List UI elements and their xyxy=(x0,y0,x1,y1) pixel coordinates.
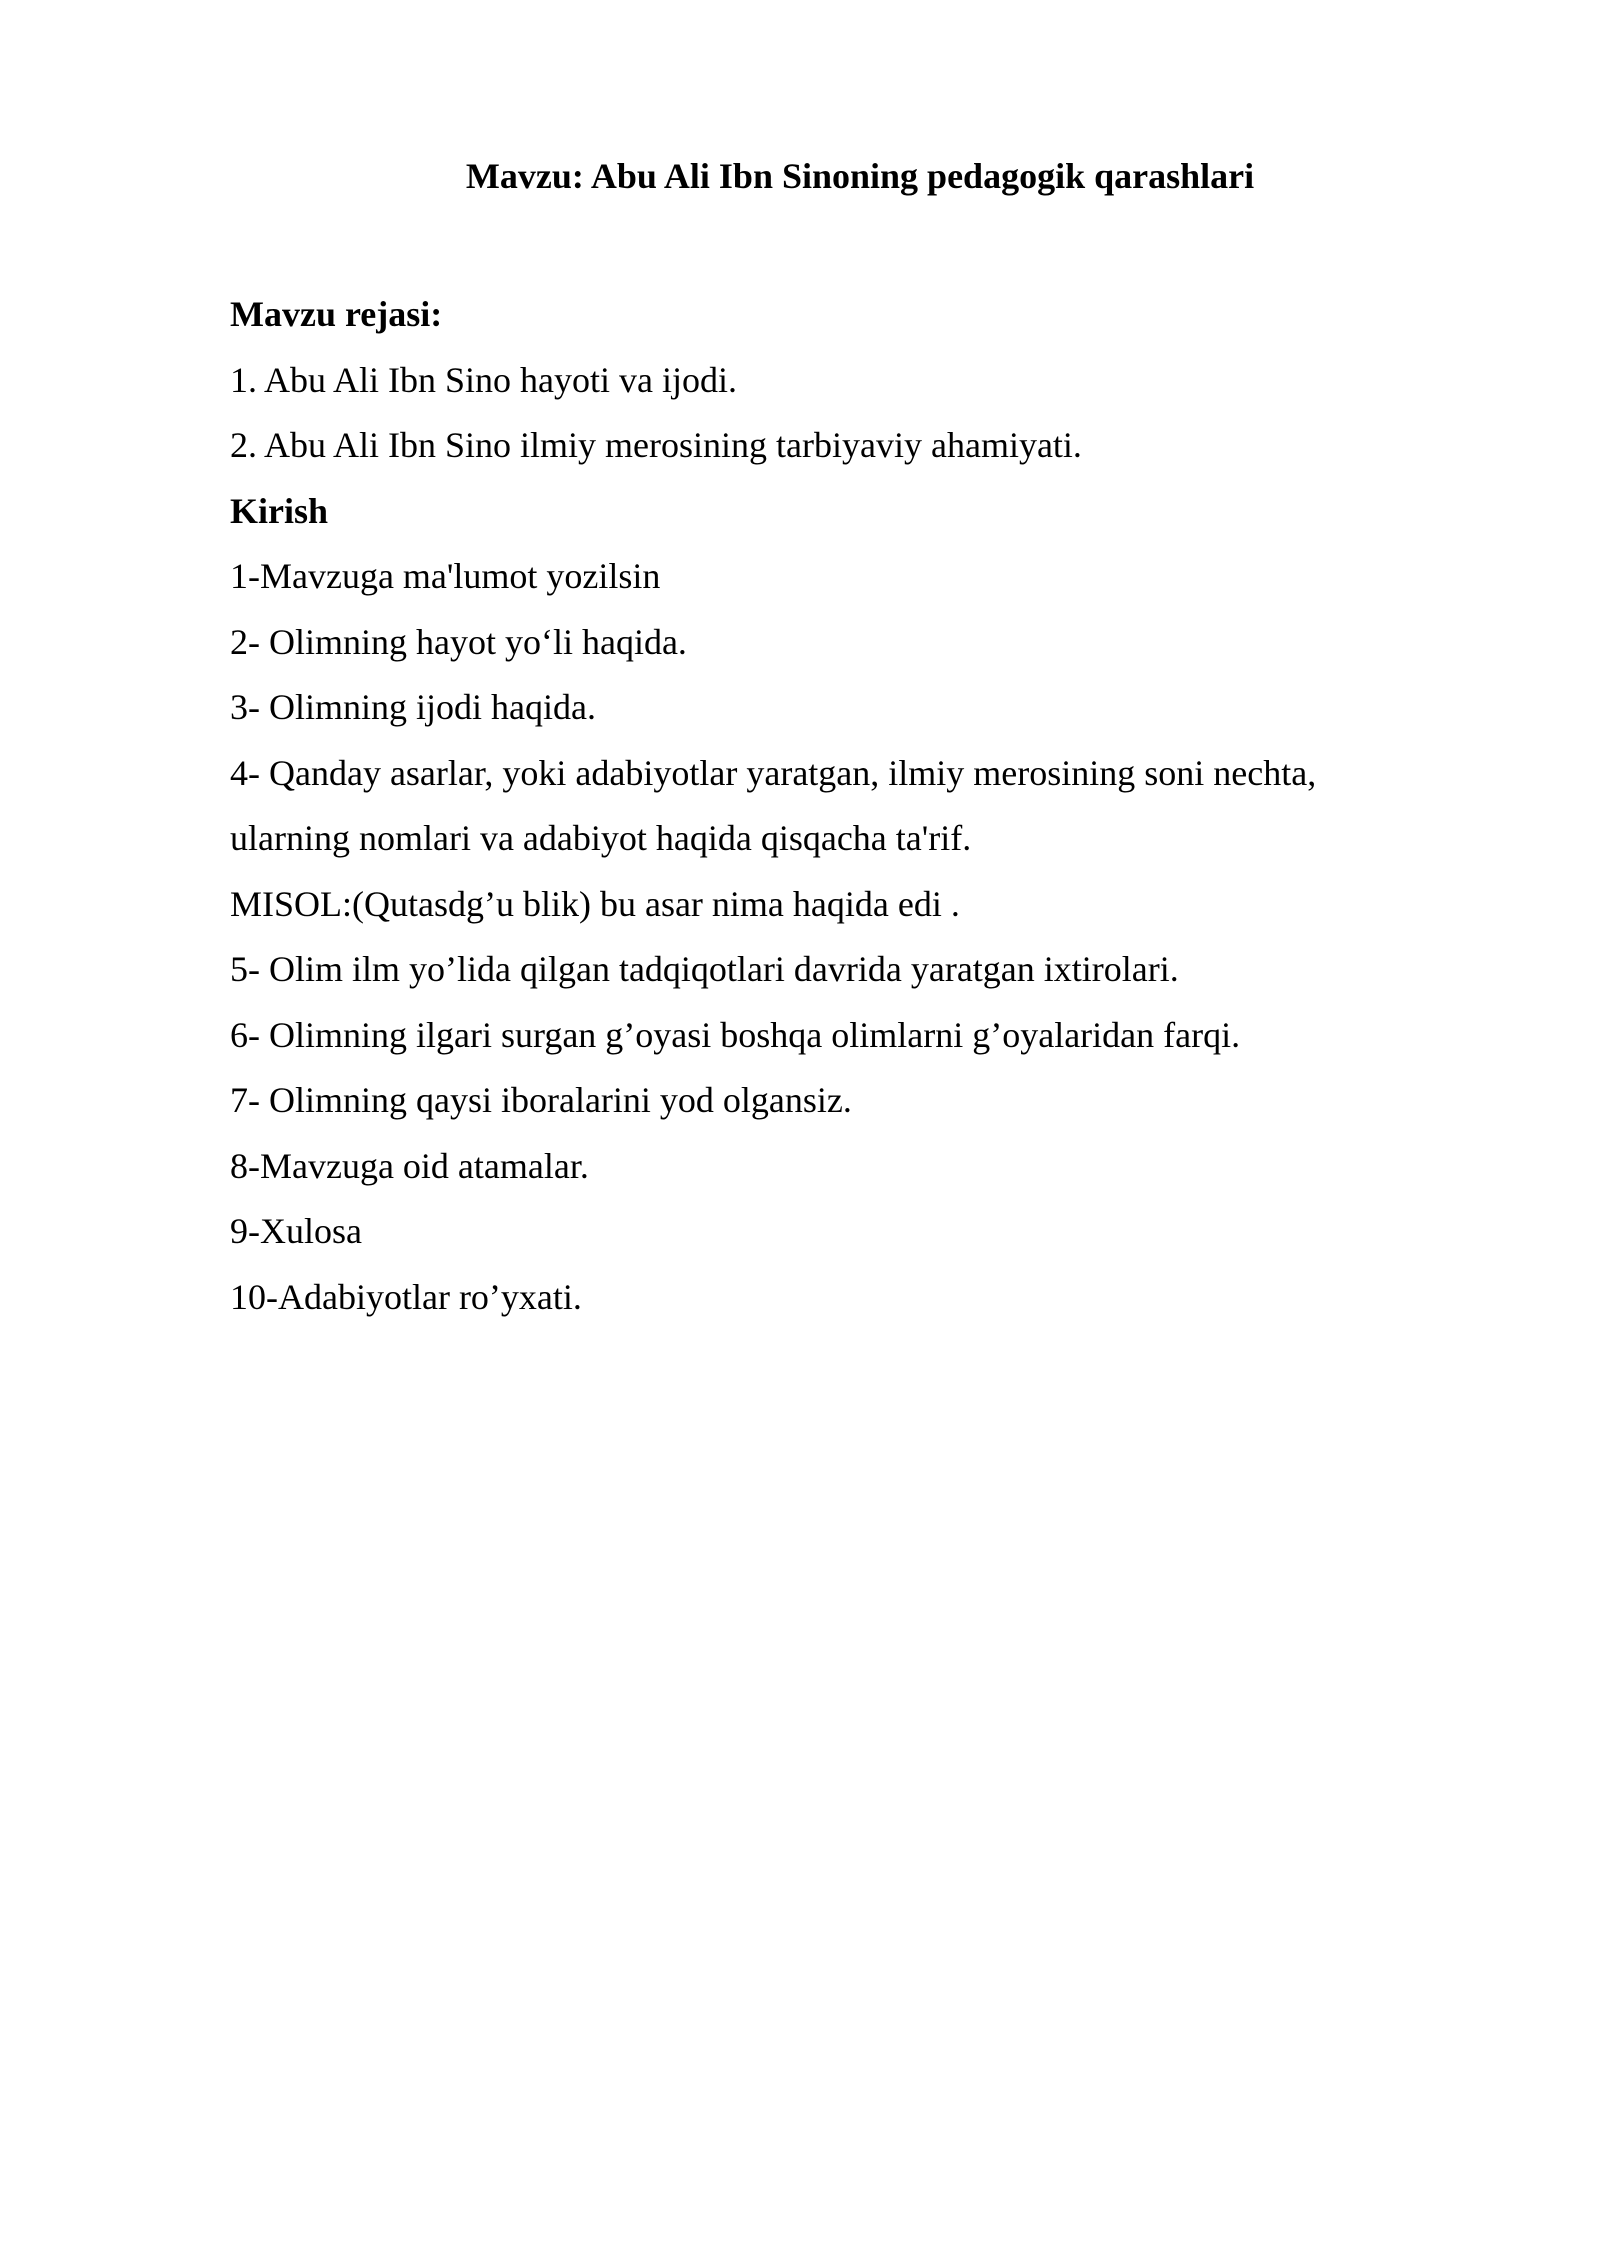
document-body xyxy=(230,282,1430,1330)
intro-item: 4- Qanday asarlar, yoki adabiyotlar yaratgan, ilmiy merosining soni nechta, xyxy=(230,752,1317,793)
intro-heading: Kirish xyxy=(230,490,329,531)
plan-item: 2. Abu Ali Ibn Sino ilmiy merosining tarbiyaviy ahamiyati. xyxy=(230,425,1082,465)
intro-item: MISOL:(Qutasdg’u blik) bu asar nima haqida edi . xyxy=(230,883,960,924)
intro-item: ularning nomlari va adabiyot haqida qisqacha ta'rif. xyxy=(230,818,972,858)
intro-item: 9-Xulosa xyxy=(230,1211,362,1251)
intro-item: 10-Adabiyotlar ro’yxati. xyxy=(230,1276,582,1317)
intro-item: 6- Olimning ilgari surgan g’oyasi boshqa olimlarni g’oyalaridan farqi. xyxy=(230,1014,1241,1055)
intro-item: 3- Olimning ijodi haqida. xyxy=(230,687,596,727)
plan-heading: Mavzu rejasi: xyxy=(230,294,443,334)
intro-item: 5- Olim ilm yo’lida qilgan tadqiqotlari davrida yaratgan ixtirolari. xyxy=(230,949,1179,989)
intro-item: 2- Olimning hayot yo‘li haqida. xyxy=(230,621,687,662)
intro-item: 8-Mavzuga oid atamalar. xyxy=(230,1145,589,1186)
intro-item: 7- Olimning qaysi iboralarini yod olgansiz. xyxy=(230,1080,852,1120)
plan-item: 1. Abu Ali Ibn Sino hayoti va ijodi. xyxy=(230,359,738,400)
intro-item: 1-Mavzuga ma'lumot yozilsin xyxy=(230,556,661,596)
document-title: Mavzu: Abu Ali Ibn Sinoning pedagogik qarashlari xyxy=(465,156,1255,196)
